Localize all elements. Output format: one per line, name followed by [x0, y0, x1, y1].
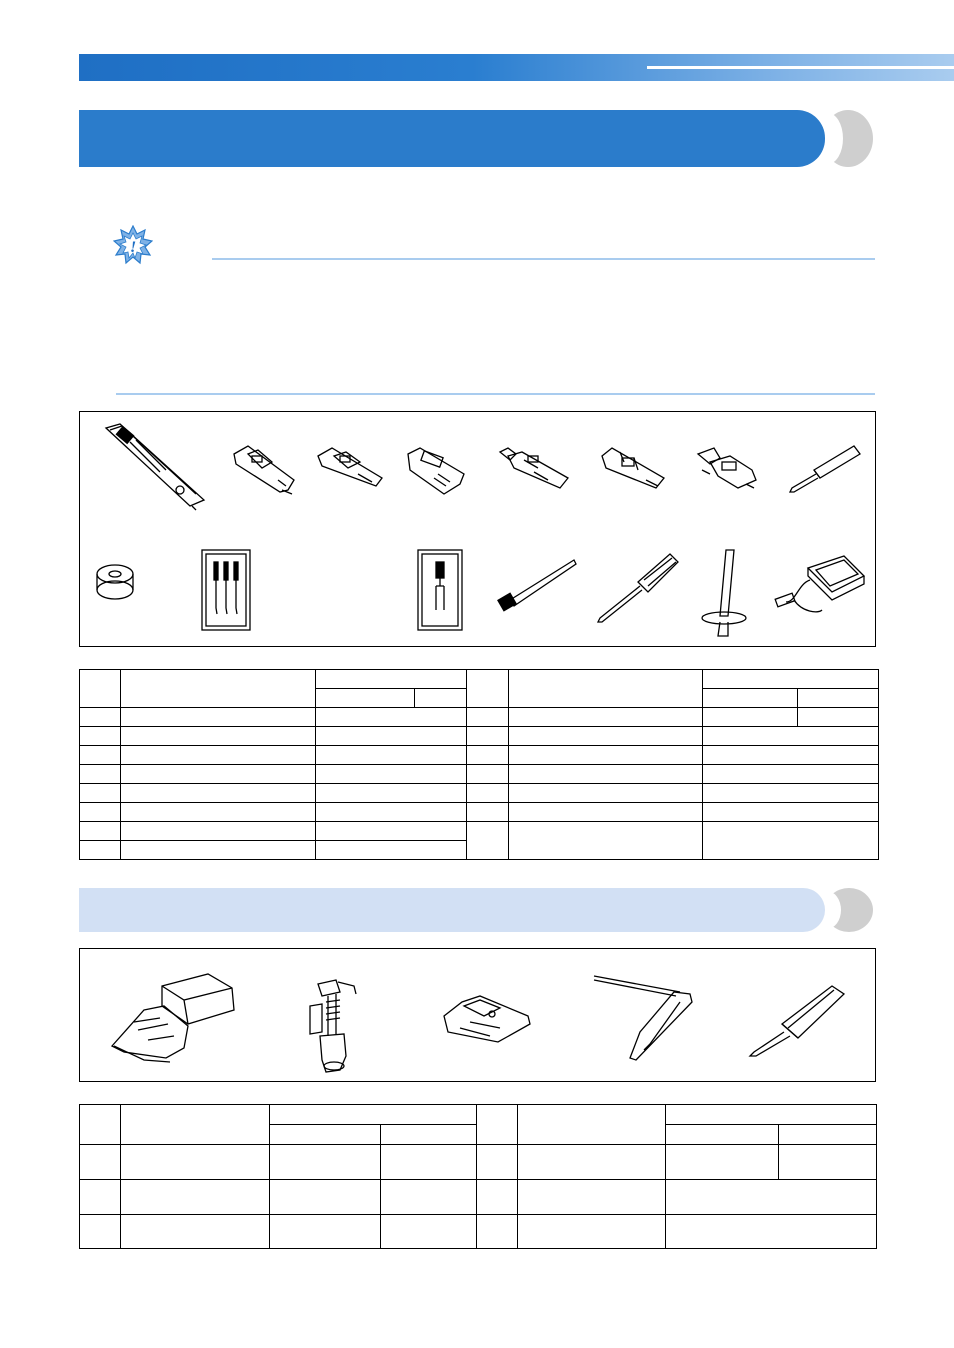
note-star-icon — [113, 225, 153, 265]
note-top-rule — [212, 258, 875, 260]
table-row — [80, 1145, 877, 1180]
monogramming-foot-icon — [314, 444, 386, 490]
table-row — [80, 765, 879, 784]
note-bottom-rule — [116, 393, 875, 395]
screwdriver-disc-icon — [744, 980, 848, 1060]
zipper-foot-icon — [494, 444, 574, 494]
quilting-guide-icon — [590, 972, 696, 1064]
svg-text:!: ! — [130, 239, 137, 256]
spool-pin-icon — [696, 546, 752, 640]
table-row — [80, 727, 879, 746]
table-row — [80, 1215, 877, 1249]
quarter-inch-foot-icon — [440, 992, 534, 1048]
table-header-cell — [798, 689, 879, 708]
foot-controller-icon — [772, 550, 868, 622]
table-header-cell — [316, 689, 415, 708]
table-header-cell — [477, 1105, 518, 1145]
blind-stitch-foot-icon — [598, 444, 670, 492]
note-text — [160, 272, 875, 382]
table-header-cell — [703, 670, 879, 689]
table-header-cell — [518, 1105, 666, 1145]
table-row — [80, 746, 879, 765]
button-fitting-foot-icon — [690, 444, 762, 492]
section-title-bar — [79, 110, 819, 167]
twin-needle-icon — [416, 548, 464, 632]
table-header-cell — [316, 670, 467, 689]
table-header-cell — [467, 670, 509, 708]
table-header-cell — [270, 1105, 477, 1125]
table-row — [80, 1180, 877, 1215]
zigzag-foot-icon — [404, 444, 468, 500]
buttonhole-foot-icon — [100, 420, 208, 512]
table-header-cell — [509, 670, 703, 708]
table-header-cell — [270, 1125, 381, 1145]
walking-foot-icon — [104, 966, 240, 1070]
quilting-foot-icon — [298, 976, 362, 1078]
table-row — [80, 822, 879, 841]
table-header-cell — [121, 1105, 270, 1145]
section-title-bar-2 — [79, 888, 819, 932]
table-header-cell — [80, 1105, 121, 1145]
table-header-cell — [121, 670, 316, 708]
screwdriver-icon — [592, 548, 682, 626]
header-band-stripe — [647, 66, 954, 69]
bobbin-icon — [94, 562, 136, 602]
table-header-cell — [779, 1125, 877, 1145]
needle-set-icon — [200, 548, 252, 632]
table-header-cell — [666, 1105, 877, 1125]
overcasting-foot-icon — [228, 440, 300, 498]
table-header-cell — [415, 689, 467, 708]
table-row — [80, 708, 879, 727]
table-row — [80, 784, 879, 803]
table-header-cell — [80, 670, 121, 708]
table-header-cell — [666, 1125, 779, 1145]
optional-parts-table — [79, 1104, 877, 1249]
seam-ripper-icon — [782, 440, 864, 496]
table-header-cell — [381, 1125, 477, 1145]
cleaning-brush-icon — [496, 556, 580, 614]
table-row — [80, 803, 879, 822]
table-header-cell — [703, 689, 798, 708]
included-parts-table — [79, 669, 879, 860]
